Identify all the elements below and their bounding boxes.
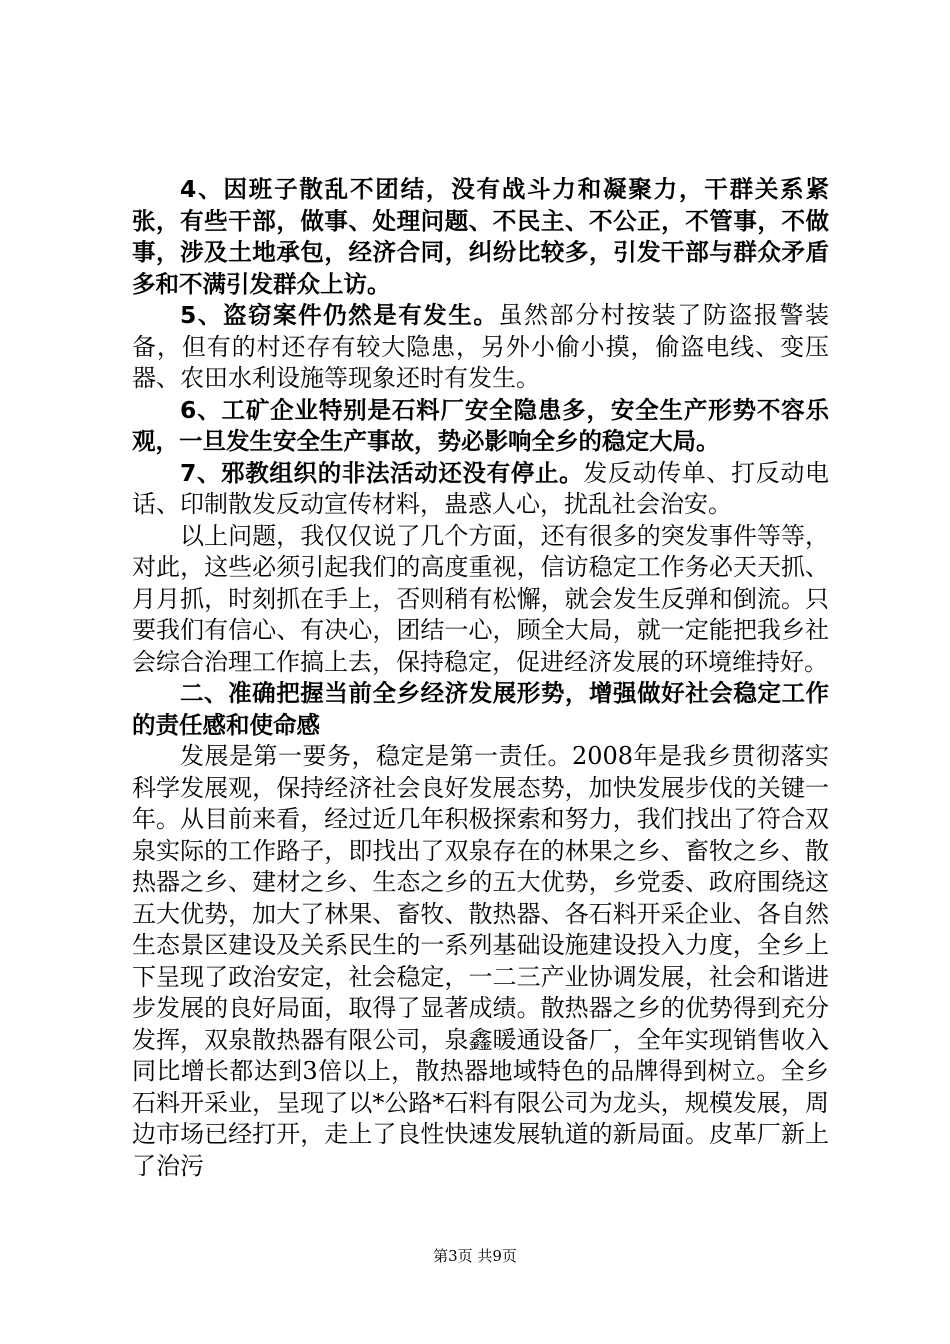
paragraph-item-7 [132, 458, 829, 521]
paragraph-text: 发反动传单、打反动电话、印制散发反动宣传材料，蛊惑人心，扰乱社会治安。 [132, 458, 829, 518]
section-heading-2 [132, 678, 829, 741]
paragraph-summary [132, 521, 829, 679]
paragraph-text: 以上问题，我仅仅说了几个方面，还有很多的突发事件等等，对此，这些必须引起我们的高度重视，信访稳定工作务必天天抓、月月抓，时刻抓在手上，否则稍有松懈，就会发生反弹和倒流。只要我们有信心、有决心，团结一心，顾全大局，就一定能把我乡社会综合治理工作搞上去，保持稳定，促进经济发展的环境维持好。 [132, 521, 829, 676]
document-body [132, 174, 829, 1182]
paragraph-heading: 7、邪教组织的非法活动还没有停止。 [180, 458, 584, 487]
paragraph-heading: 4、因班子散乱不团结，没有战斗力和凝聚力，干群关系紧张，有些干部，做事、处理问题、不民主、不公正，不管事，不做事，涉及土地承包，经济合同，纠纷比较多，引发干部与群众矛盾多和不满引发群众上访。 [132, 175, 829, 298]
paragraph-text: 发展是第一要务，稳定是第一责任。2008年是我乡贯彻落实科学发展观，保持经济社会良好发展态势，加快发展步伐的关键一年。从目前来看，经过近几年积极探索和努力，我们找出了符合双泉实际的工作路子，即找出了双泉存在的林果之乡、畜牧之乡、散热器之乡、建材之乡、生态之乡的五大优势，乡党委、政府围绕这五大优势，加大了林果、畜牧、散热器、各石料开采企业、各自然生态景区建设及关系民生的一系列基础设施建设投入力度，全乡上下呈现了政治安定，社会稳定，一二三产业协调发展，社会和谐进步发展的良好局面，取得了显著成绩。散热器之乡的优势得到充分发挥，双泉散热器有限公司，泉鑫暖通设备厂，全年实现销售收入同比增长都达到3倍以上，散热器地域特色的品牌得到树立。全乡石料开采业，呈现了以*公路*石料有限公司为龙头，规模发展，周边市场已经打开，走上了良性快速发展轨道的新局面。皮革厂新上了治污 [132, 742, 829, 1180]
paragraph-heading: 5、盗窃案件仍然是有发生。 [180, 301, 499, 329]
paragraph-item-5 [132, 300, 829, 395]
paragraph-text: 虽然部分村按装了防盗报警装备，但有的村还存有较大隐患，另外小偷小摸，偷盗电线、变压器、农田水利设施等现象还时有发生。 [132, 301, 829, 392]
paragraph-item-4 [132, 174, 829, 300]
paragraph-item-6 [132, 395, 829, 458]
page-footer [0, 1246, 950, 1266]
section-title: 二、准确把握当前全乡经济发展形势，增强做好社会稳定工作的责任感和使命感 [132, 679, 829, 739]
paragraph-development [132, 741, 829, 1182]
page-number: 第3页 共9页 [433, 1247, 517, 1265]
paragraph-heading: 6、工矿企业特别是石料厂安全隐患多，安全生产形势不容乐观，一旦发生安全生产事故，势必影响全乡的稳定大局。 [132, 395, 829, 455]
